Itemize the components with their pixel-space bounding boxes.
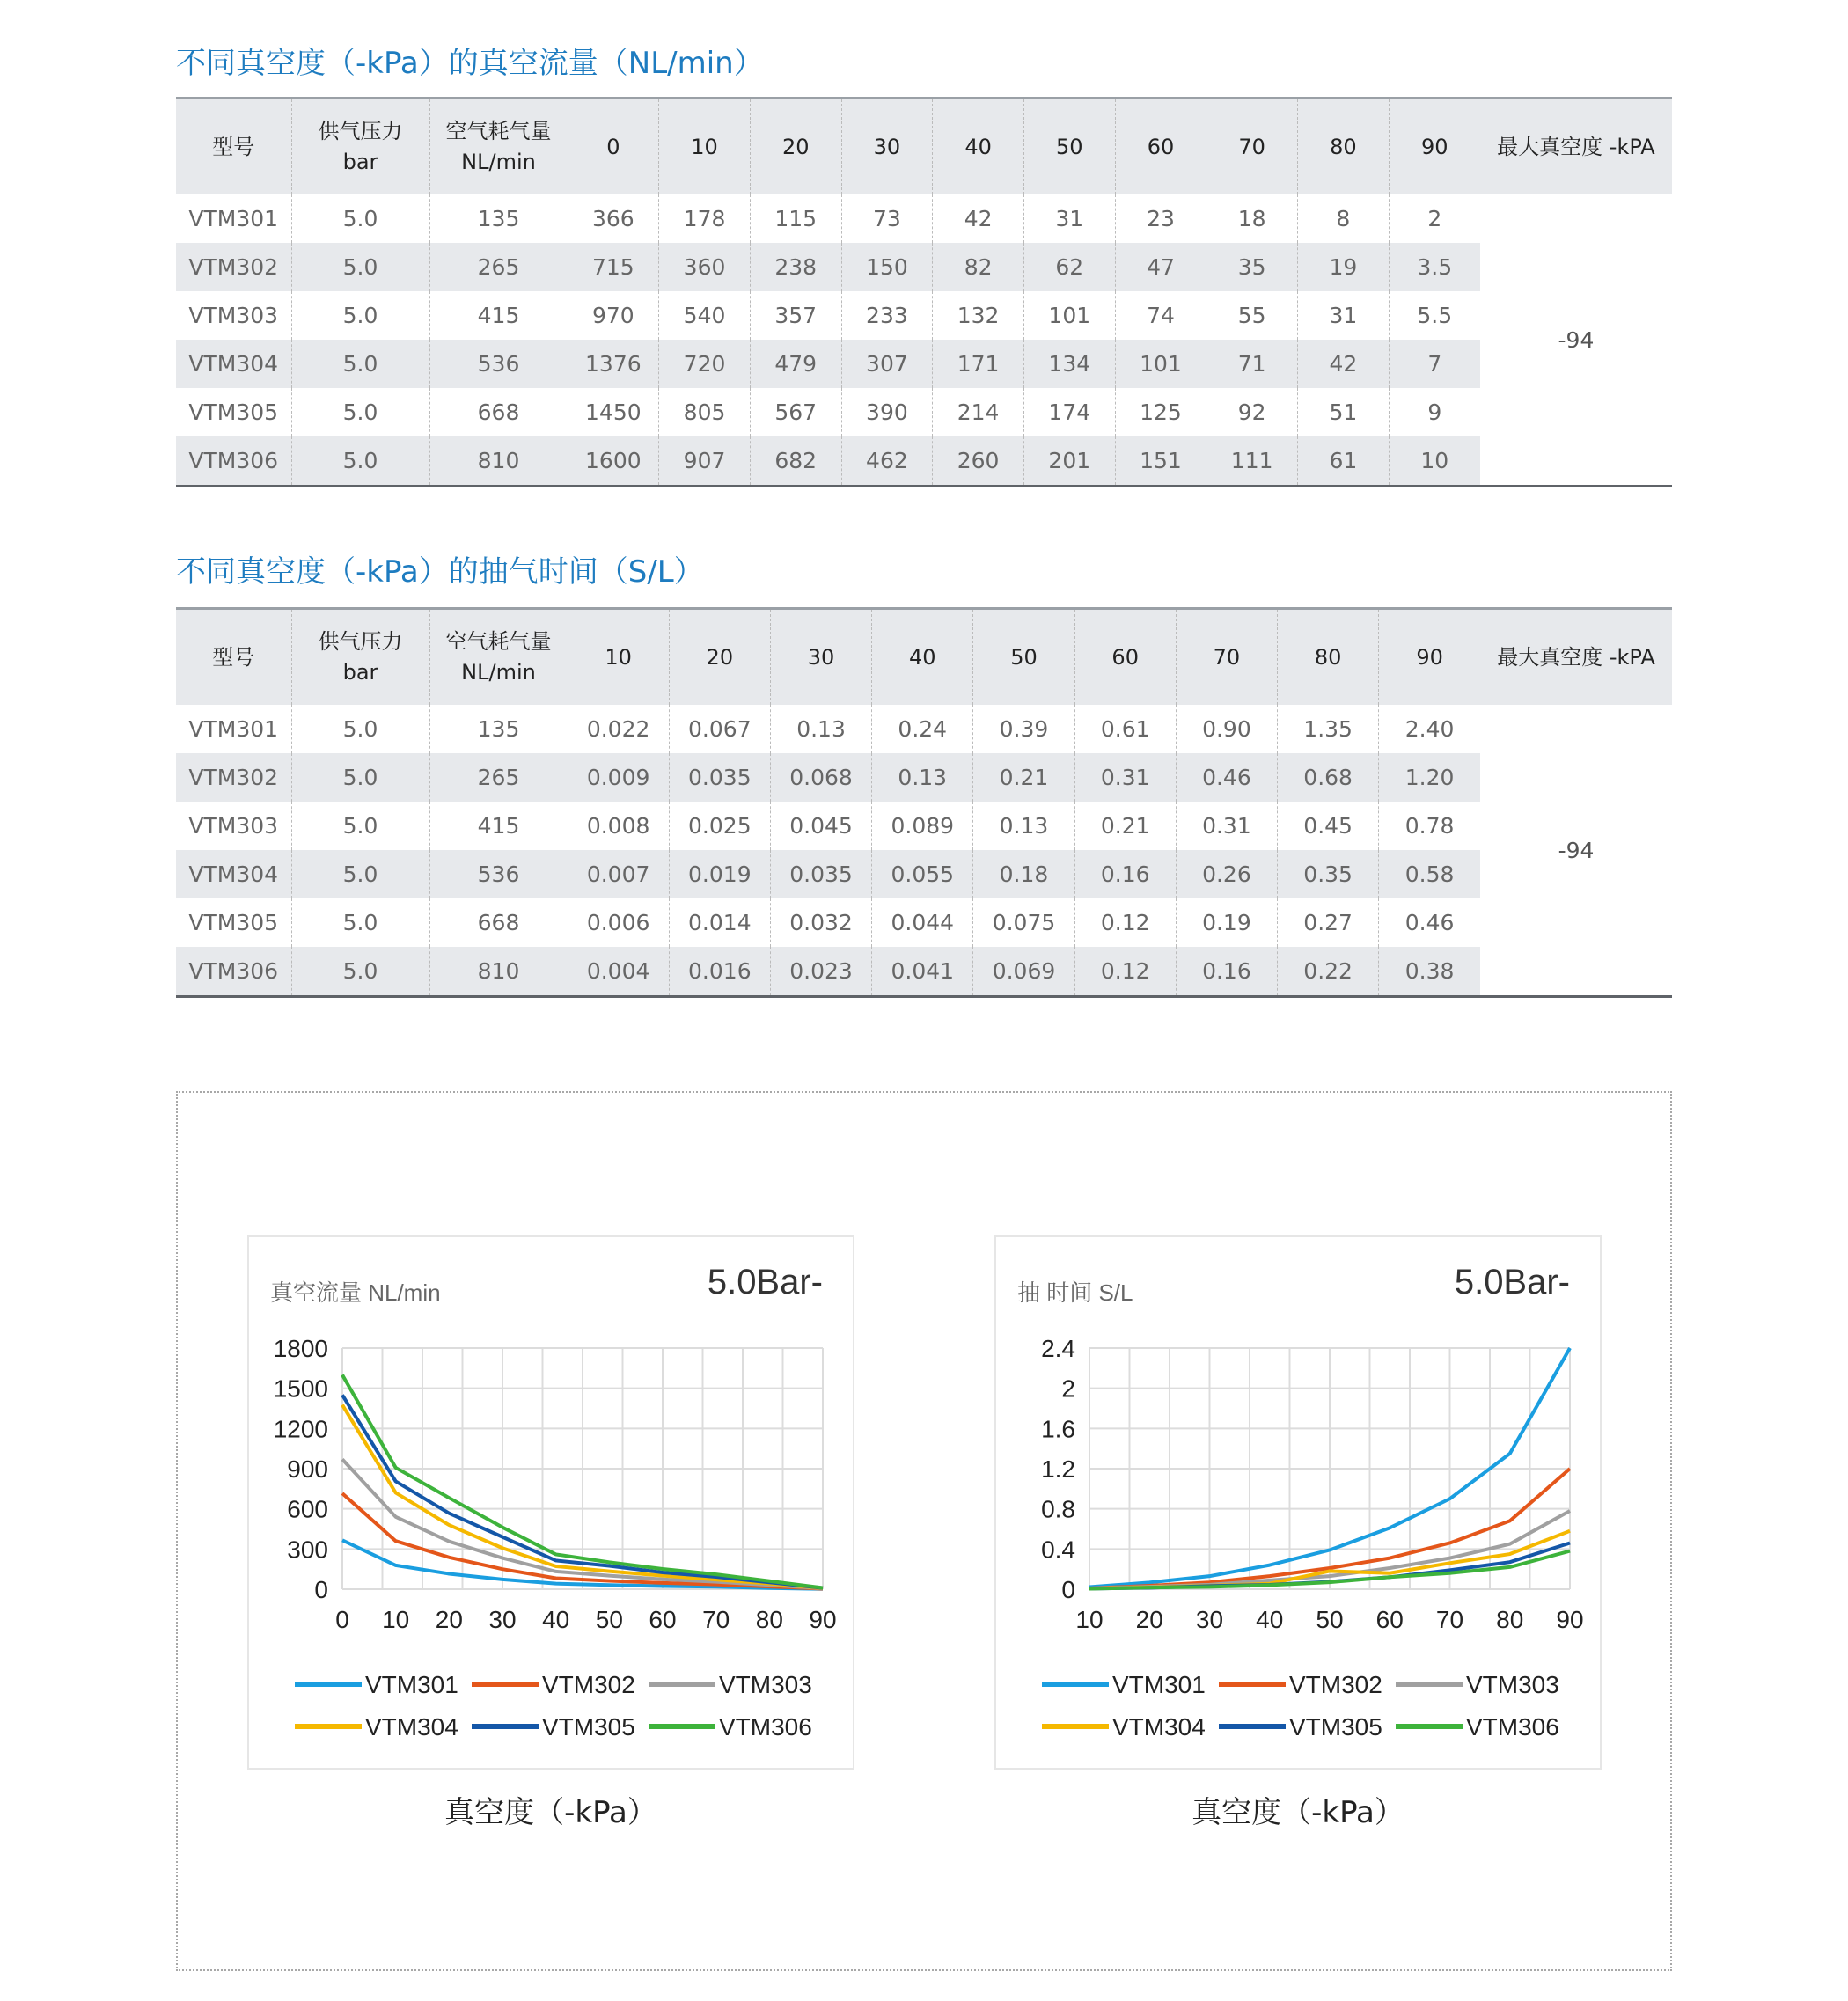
header-air-consumption-line: 空气耗气量 (445, 119, 552, 144)
header-vacuum-level: 30 (770, 609, 871, 706)
cell-consumption: 415 (429, 802, 568, 850)
y-tick-label: 1200 (273, 1415, 328, 1443)
cell-value: 2 (1389, 194, 1480, 243)
legend-label: VTM306 (1466, 1713, 1559, 1741)
cell-consumption: 668 (429, 388, 568, 436)
y-tick-label: 1500 (273, 1374, 328, 1403)
cell-value: 0.13 (872, 753, 973, 802)
cell-value: 31 (1023, 194, 1115, 243)
flow-chart-panel (247, 1235, 854, 1770)
header-vacuum-level: 20 (750, 99, 841, 195)
y-tick-label: 2 (1061, 1374, 1075, 1403)
cell-value: 907 (659, 436, 751, 487)
cell-value: 0.008 (568, 802, 669, 850)
cell-value: 19 (1298, 243, 1390, 291)
cell-consumption: 265 (429, 753, 568, 802)
cell-value: 132 (933, 291, 1024, 340)
time-chart-x-caption: 真空度（-kPa） (1192, 1795, 1404, 1830)
header-supply-pressure-line: bar (342, 150, 378, 174)
cell-value: 0.022 (568, 705, 669, 753)
cell-value: 0.068 (770, 753, 871, 802)
cell-value: 0.12 (1074, 898, 1176, 947)
header-vacuum-level: 80 (1298, 99, 1390, 195)
y-tick-label: 900 (287, 1455, 328, 1483)
x-tick-label: 60 (649, 1606, 677, 1633)
header-supply-pressure-line: bar (342, 660, 378, 685)
table-header (176, 609, 1672, 706)
cell-value: 0.12 (1074, 947, 1176, 997)
y-tick-label: 0.4 (1041, 1536, 1075, 1564)
x-tick-label: 20 (435, 1606, 463, 1633)
header-supply-pressure (291, 609, 429, 706)
cell-value: 0.58 (1379, 850, 1480, 898)
cell-model: VTM303 (188, 813, 279, 839)
cell-value: 47 (1115, 243, 1206, 291)
table-row (176, 850, 1672, 898)
cell-value: 31 (1298, 291, 1390, 340)
flow-chart (249, 1237, 853, 1768)
x-tick-label: 30 (1195, 1606, 1224, 1633)
cell-value: 238 (750, 243, 841, 291)
cell-value: 42 (1298, 340, 1390, 388)
cell-pressure: 5.0 (291, 802, 429, 850)
cell-value: 260 (933, 436, 1024, 487)
cell-value: 73 (841, 194, 933, 243)
legend-label: VTM301 (1112, 1671, 1206, 1698)
cell-consumption: 536 (429, 340, 568, 388)
cell-value: 0.39 (973, 705, 1074, 753)
cell-value: 171 (933, 340, 1024, 388)
cell-value: 0.16 (1176, 947, 1277, 997)
header-vacuum-level: 10 (659, 99, 751, 195)
header-supply-pressure (291, 99, 429, 195)
cell-value: 5.5 (1389, 291, 1480, 340)
header-model: 型号 (176, 609, 291, 706)
cell-pressure: 5.0 (291, 291, 429, 340)
cell-value: 0.023 (770, 947, 871, 997)
cell-value: 0.27 (1278, 898, 1379, 947)
cell-value: 0.016 (669, 947, 770, 997)
cell-value: 0.35 (1278, 850, 1379, 898)
header-vacuum-level: 50 (1023, 99, 1115, 195)
cell-value: 62 (1023, 243, 1115, 291)
cell-pressure: 5.0 (291, 340, 429, 388)
cell-value: 2.40 (1379, 705, 1480, 753)
cell-value: 0.006 (568, 898, 669, 947)
cell-value: 0.61 (1074, 705, 1176, 753)
header-vacuum-level: 30 (841, 99, 933, 195)
cell-model: VTM302 (176, 243, 291, 291)
table-header (176, 99, 1672, 195)
time-chart-panel (994, 1235, 1602, 1770)
header-air-consumption (429, 99, 568, 195)
cell-pressure: 5.0 (291, 753, 429, 802)
cell-max-vacuum: -94 (1480, 705, 1672, 997)
cell-value: 74 (1115, 291, 1206, 340)
table-body (176, 194, 1672, 487)
header-air-consumption (429, 609, 568, 706)
cell-model: VTM306 (176, 947, 291, 997)
cell-value: 0.46 (1176, 753, 1277, 802)
cell-value: 0.21 (1074, 802, 1176, 850)
flow-chart-x-caption: 真空度（-kPa） (444, 1795, 657, 1830)
cell-value: 201 (1023, 436, 1115, 487)
cell-pressure: 5.0 (291, 388, 429, 436)
header-vacuum-level: 70 (1176, 609, 1277, 706)
cell-value: 0.025 (669, 802, 770, 850)
legend-label: VTM302 (1289, 1671, 1382, 1698)
cell-max-vacuum: -94 (1480, 194, 1672, 487)
cell-value: 0.004 (568, 947, 669, 997)
cell-pressure: 5.0 (291, 898, 429, 947)
table-row (176, 340, 1672, 388)
cell-value: 0.089 (872, 802, 973, 850)
table-row (176, 947, 1672, 997)
cell-value: 0.31 (1074, 753, 1176, 802)
cell-model: VTM303 (188, 303, 279, 328)
cell-value: 0.009 (568, 753, 669, 802)
cell-value: 0.45 (1278, 802, 1379, 850)
y-tick-label: 1.6 (1041, 1415, 1075, 1443)
cell-value: 0.22 (1278, 947, 1379, 997)
cell-value: 0.24 (872, 705, 973, 753)
cell-value: 0.31 (1176, 802, 1277, 850)
cell-value: 567 (750, 388, 841, 436)
table-body (176, 705, 1672, 997)
cell-value: 0.38 (1379, 947, 1480, 997)
cell-pressure: 5.0 (291, 194, 429, 243)
cell-value: 178 (659, 194, 751, 243)
cell-value: 0.18 (973, 850, 1074, 898)
legend-label: VTM304 (1112, 1713, 1206, 1741)
cell-value: 1450 (568, 388, 659, 436)
cell-value: 1.20 (1379, 753, 1480, 802)
cell-value: 0.16 (1074, 850, 1176, 898)
cell-value: 0.78 (1379, 802, 1480, 850)
legend-label: VTM303 (719, 1671, 812, 1698)
chart-title: 5.0Bar- (1454, 1263, 1570, 1301)
x-tick-label: 40 (542, 1606, 570, 1633)
y-tick-label: 0 (314, 1576, 328, 1603)
cell-value: 479 (750, 340, 841, 388)
cell-consumption: 415 (429, 291, 568, 340)
cell-value: 390 (841, 388, 933, 436)
header-supply-pressure-line: 供气压力 (318, 119, 403, 144)
header-model: 型号 (176, 99, 291, 195)
legend-label: VTM304 (365, 1713, 458, 1741)
x-tick-label: 60 (1375, 1606, 1404, 1633)
x-tick-label: 80 (755, 1606, 783, 1633)
cell-value: 0.13 (770, 705, 871, 753)
cell-value: 720 (659, 340, 751, 388)
cell-value: 0.069 (973, 947, 1074, 997)
x-tick-label: 10 (1075, 1606, 1104, 1633)
cell-consumption: 536 (429, 850, 568, 898)
cell-pressure: 5.0 (291, 850, 429, 898)
x-tick-label: 70 (702, 1606, 730, 1633)
cell-value: 9 (1389, 388, 1480, 436)
cell-value: 366 (568, 194, 659, 243)
header-vacuum-level: 0 (568, 99, 659, 195)
header-vacuum-level: 60 (1074, 609, 1176, 706)
x-tick-label: 50 (595, 1606, 623, 1633)
cell-value: 1.35 (1278, 705, 1379, 753)
header-vacuum-level: 90 (1389, 99, 1480, 195)
cell-consumption: 810 (429, 436, 568, 487)
y-tick-label: 300 (287, 1536, 328, 1564)
cell-model: VTM301 (188, 206, 279, 231)
cell-value: 101 (1115, 340, 1206, 388)
x-tick-label: 80 (1496, 1606, 1524, 1633)
cell-value: 174 (1023, 388, 1115, 436)
cell-value: 970 (568, 291, 659, 340)
x-tick-label: 50 (1316, 1606, 1344, 1633)
x-tick-label: 0 (335, 1606, 349, 1633)
cell-value: 10 (1389, 436, 1480, 487)
legend-label: VTM305 (542, 1713, 635, 1741)
cell-value: 82 (933, 243, 1024, 291)
evacuation-time-table (176, 607, 1672, 998)
cell-value: 307 (841, 340, 933, 388)
legend-label: VTM301 (365, 1671, 458, 1698)
y-tick-label: 2.4 (1041, 1335, 1075, 1362)
cell-value: 151 (1115, 436, 1206, 487)
cell-value: 682 (750, 436, 841, 487)
cell-consumption: 810 (429, 947, 568, 997)
cell-value: 214 (933, 388, 1024, 436)
cell-value: 61 (1298, 436, 1390, 487)
cell-value: 71 (1206, 340, 1298, 388)
cell-value: 0.044 (872, 898, 973, 947)
cell-value: 8 (1298, 194, 1390, 243)
header-vacuum-level: 70 (1206, 99, 1298, 195)
header-vacuum-level: 40 (933, 99, 1024, 195)
header-vacuum-level: 50 (973, 609, 1074, 706)
cell-value: 150 (841, 243, 933, 291)
x-tick-label: 20 (1135, 1606, 1163, 1633)
cell-value: 23 (1115, 194, 1206, 243)
legend-label: VTM305 (1289, 1713, 1382, 1741)
cell-value: 0.067 (669, 705, 770, 753)
cell-value: 357 (750, 291, 841, 340)
cell-value: 1376 (568, 340, 659, 388)
cell-consumption: 668 (429, 898, 568, 947)
chart-ylabel: 真空流量 NL/min (270, 1279, 441, 1306)
cell-value: 0.032 (770, 898, 871, 947)
cell-value: 134 (1023, 340, 1115, 388)
y-tick-label: 1.2 (1041, 1455, 1075, 1483)
cell-value: 0.019 (669, 850, 770, 898)
cell-value: 715 (568, 243, 659, 291)
cell-value: 462 (841, 436, 933, 487)
legend-label: VTM306 (719, 1713, 812, 1741)
cell-value: 0.21 (973, 753, 1074, 802)
cell-value: 0.13 (973, 802, 1074, 850)
cell-value: 805 (659, 388, 751, 436)
cell-model: VTM306 (176, 436, 291, 487)
table-row (176, 802, 1672, 850)
cell-pressure: 5.0 (291, 243, 429, 291)
y-tick-label: 600 (287, 1495, 328, 1523)
header-vacuum-level: 90 (1379, 609, 1480, 706)
x-tick-label: 70 (1435, 1606, 1464, 1633)
table-row (176, 194, 1672, 243)
x-tick-label: 90 (809, 1606, 837, 1633)
cell-value: 51 (1298, 388, 1390, 436)
cell-value: 0.041 (872, 947, 973, 997)
x-tick-label: 40 (1256, 1606, 1284, 1633)
cell-value: 115 (750, 194, 841, 243)
x-tick-label: 90 (1556, 1606, 1584, 1633)
cell-value: 0.035 (770, 850, 871, 898)
cell-value: 18 (1206, 194, 1298, 243)
cell-value: 92 (1206, 388, 1298, 436)
header-air-consumption-line: 空气耗气量 (445, 629, 552, 655)
chart-ylabel: 抽 时间 S/L (1017, 1279, 1133, 1306)
cell-value: 0.26 (1176, 850, 1277, 898)
cell-value: 0.014 (669, 898, 770, 947)
cell-model: VTM305 (188, 399, 279, 425)
cell-pressure: 5.0 (291, 436, 429, 487)
cell-value: 3.5 (1389, 243, 1480, 291)
header-max-vacuum: 最大真空度 -kPA (1480, 609, 1672, 706)
cell-value: 0.007 (568, 850, 669, 898)
x-tick-label: 30 (488, 1606, 517, 1633)
cell-model: VTM305 (188, 910, 279, 935)
header-supply-pressure-line: 供气压力 (318, 629, 403, 655)
header-air-consumption-line: NL/min (461, 660, 536, 685)
time-chart (996, 1237, 1600, 1768)
cell-value: 0.46 (1379, 898, 1480, 947)
legend-label: VTM302 (542, 1671, 635, 1698)
cell-value: 7 (1389, 340, 1480, 388)
cell-consumption: 135 (429, 705, 568, 753)
cell-consumption: 265 (429, 243, 568, 291)
header-vacuum-level: 20 (669, 609, 770, 706)
cell-pressure: 5.0 (291, 705, 429, 753)
header-vacuum-level: 60 (1115, 99, 1206, 195)
cell-value: 0.68 (1278, 753, 1379, 802)
table-row (176, 388, 1672, 436)
header-vacuum-level: 10 (568, 609, 669, 706)
chart-title: 5.0Bar- (707, 1263, 823, 1301)
cell-value: 540 (659, 291, 751, 340)
table-row (176, 705, 1672, 753)
cell-model: VTM301 (188, 716, 279, 742)
cell-value: 233 (841, 291, 933, 340)
table-row (176, 243, 1672, 291)
table-row (176, 291, 1672, 340)
cell-model: VTM304 (176, 340, 291, 388)
table-row (176, 898, 1672, 947)
cell-value: 125 (1115, 388, 1206, 436)
cell-value: 111 (1206, 436, 1298, 487)
vacuum-flow-table (176, 97, 1672, 487)
cell-pressure: 5.0 (291, 947, 429, 997)
cell-value: 0.90 (1176, 705, 1277, 753)
cell-model: VTM302 (176, 753, 291, 802)
cell-value: 0.045 (770, 802, 871, 850)
cell-value: 0.055 (872, 850, 973, 898)
cell-value: 360 (659, 243, 751, 291)
table2-title: 不同真空度（-kPa）的抽气时间（S/L） (176, 554, 704, 590)
cell-value: 0.075 (973, 898, 1074, 947)
cell-value: 101 (1023, 291, 1115, 340)
y-tick-label: 0 (1061, 1576, 1075, 1603)
y-tick-label: 1800 (273, 1335, 328, 1362)
legend-label: VTM303 (1466, 1671, 1559, 1698)
cell-value: 0.19 (1176, 898, 1277, 947)
cell-value: 1600 (568, 436, 659, 487)
header-vacuum-level: 40 (872, 609, 973, 706)
cell-model: VTM304 (176, 850, 291, 898)
cell-value: 0.035 (669, 753, 770, 802)
cell-consumption: 135 (429, 194, 568, 243)
cell-value: 42 (933, 194, 1024, 243)
table-row (176, 436, 1672, 487)
header-air-consumption-line: NL/min (461, 150, 536, 174)
table-row (176, 753, 1672, 802)
cell-value: 35 (1206, 243, 1298, 291)
y-tick-label: 0.8 (1041, 1495, 1075, 1523)
cell-value: 55 (1206, 291, 1298, 340)
header-max-vacuum: 最大真空度 -kPA (1480, 99, 1672, 195)
header-vacuum-level: 80 (1278, 609, 1379, 706)
table1-title: 不同真空度（-kPa）的真空流量（NL/min） (176, 46, 764, 81)
x-tick-label: 10 (382, 1606, 410, 1633)
